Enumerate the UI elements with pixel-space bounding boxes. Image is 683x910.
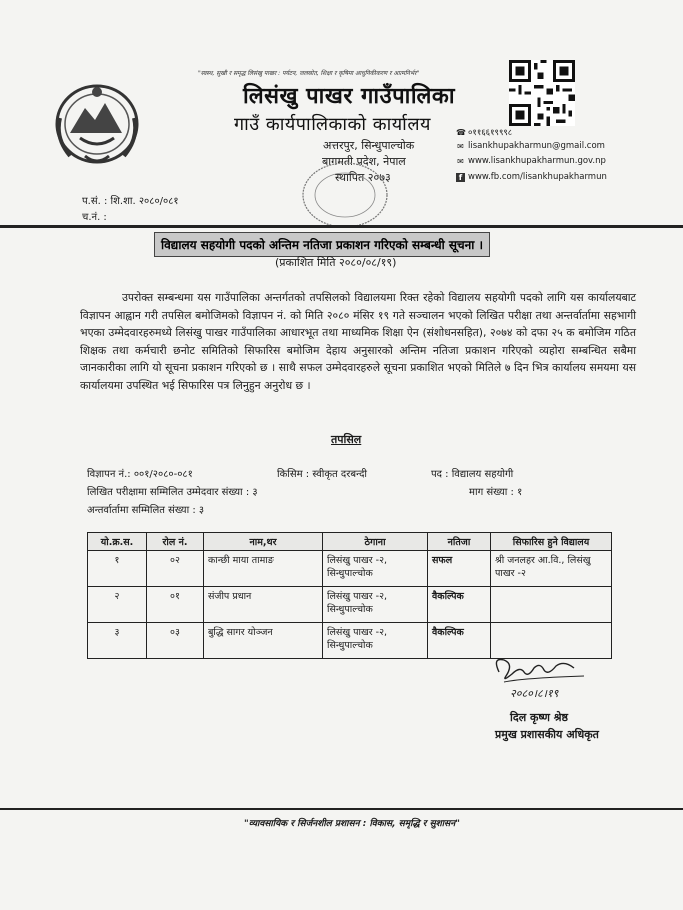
qr-code-icon[interactable] [509, 60, 575, 126]
address-line-2: बागमती प्रदेश, नेपाल [322, 155, 406, 168]
notice-body: उपरोक्त सम्बन्धमा यस गाउँपालिका अन्तर्गतको तपसिलको विद्यालयमा रिक्त रहेको विद्यालय सहयोगी पदको लागि यस कार्यालयबाट विज्ञापन आह्वान गरी तपसिल बमोजिमको विज्ञापन नं. को मिति २०८० मंसिर १९ गते सञ्चालन भएको लिखित परीक्षा तथा अन्तर्वार्तामा सहभागी भएका उम्मेदवारहरुमध्ये लिसंखु पाखर गाउँपालिका आधारभूत तथा माध्यमिक शिक्षा ऐन (संशोधनसहित), २०७४ को दफा २५ क बमोजिम गठित शिक्षक तथा कर्मचारी छनोट समितिको सिफारिस बमोजिम देहाय अनुसारको अन्तिम नतिजा प्रकाशन गरिएको व्यहोरा सम्बन्धित सबैमा जानकारीका लागि यो सूचना प्रकाशन गरिएको छ । साथै सफल उम्मेदवारहरुले सूचना प्रकाशित भएको मितिले ७ दिन भित्र कार्यालय समयमा यस कार्यालयमा उपस्थित भई सिफारिस पत्र लिनुहुन अनुरोध छ । [80, 291, 636, 392]
facebook-link[interactable]: www.fb.com/lisankhupakharmun [468, 172, 607, 182]
signer-name: दिल कृष्ण श्रेष्ठ [510, 711, 569, 724]
footer-motto: "व्यावसायिक र सिर्जनशील प्रशासन : विकास, समृद्धि र सुशासन" [244, 819, 460, 829]
established-year: स्थापित २०७३ [335, 171, 391, 184]
cell-address: लिसंखु पाखर -२, सिन्धुपाल्चोक [323, 623, 428, 659]
written-exam-count: लिखित परीक्षामा सम्मिलित उम्मेदवार संख्या : ३ [87, 487, 258, 498]
office-name: गाउँ कार्यपालिकाको कार्यालय [234, 114, 431, 135]
cell-sn: १ [88, 551, 147, 587]
post-type: किसिम : स्वीकृत दरबन्दी [277, 469, 368, 480]
cell-roll: ०३ [147, 623, 204, 659]
col-header-sn: यो.क्र.स. [88, 533, 147, 551]
col-header-roll: रोल नं. [147, 533, 204, 551]
website-link[interactable]: www.lisankhupakharmun.gov.np [468, 156, 606, 166]
contact-website[interactable] [456, 156, 606, 166]
cell-roll: ०१ [147, 587, 204, 623]
col-header-school: सिफारिस हुने विद्यालय [491, 533, 612, 551]
email-icon: ✉ [457, 141, 464, 151]
col-header-name: नाम,थर [204, 533, 323, 551]
published-date: (प्रकाशित मिति २०८०/०८/१९) [275, 256, 397, 269]
table-header-row [88, 533, 612, 551]
signature-date: २०८०।८।१९ [510, 687, 559, 700]
cell-result: वैकल्पिक [428, 587, 491, 623]
cell-name: संजीप प्रधान [204, 587, 323, 623]
post-name: पद : विद्यालय सहयोगी [431, 469, 514, 480]
col-header-address: ठेगाना [323, 533, 428, 551]
web-icon: ✉ [457, 156, 464, 166]
table-row [88, 551, 612, 587]
office-stamp-icon [300, 160, 390, 230]
footer-divider [0, 808, 683, 810]
cell-sn: ३ [88, 623, 147, 659]
cell-name: बुद्धि सागर योञ्जन [204, 623, 323, 659]
ad-number: विज्ञापन नं.: ००१/२०८०-०८१ [87, 469, 193, 480]
cell-name: कान्छी माया तामाङ [204, 551, 323, 587]
letter-number: प.सं. : शि.शा. २०८०/०८१ [82, 196, 179, 207]
cell-sn: २ [88, 587, 147, 623]
nepal-emblem-icon [50, 78, 145, 168]
demand-count: माग संख्या : १ [469, 487, 523, 498]
cell-school [491, 587, 612, 623]
cell-result: वैकल्पिक [428, 623, 491, 659]
phone-icon: ☎ [456, 128, 466, 137]
table-row [88, 587, 612, 623]
municipality-name: लिसंखु पाखर गाउँपालिका [243, 84, 456, 109]
cell-school: श्री जनलहर आ.वि., लिसंखु पाखर -२ [491, 551, 612, 587]
header-motto: "स्वस्थ, सुखी र समृद्ध लिसंखु पाखर : पर्यटन, जलस्रोत, शिक्षा र कृषिमा आधुनिकीकरण र आत्मनिर्भर" [198, 70, 420, 77]
dispatch-number: च.नं. : [82, 212, 107, 223]
section-title: तपसिल [331, 433, 362, 446]
interview-count: अन्तर्वार्तामा सम्मिलित संख्या : ३ [87, 505, 205, 516]
header-divider [0, 225, 683, 228]
notice-title: विद्यालय सहयोगी पदको अन्तिम नतिजा प्रकाशन गरिएको सम्बन्धी सूचना । [154, 232, 490, 257]
cell-result: सफल [428, 551, 491, 587]
contact-phone [456, 127, 512, 138]
cell-address: लिसंखु पाखर -२, सिन्धुपाल्चोक [323, 551, 428, 587]
col-header-result: नतिजा [428, 533, 491, 551]
signer-title: प्रमुख प्रशासकीय अधिकृत [495, 728, 599, 741]
email-address[interactable]: lisankhupakharmun@gmail.com [468, 141, 605, 151]
cell-roll: ०२ [147, 551, 204, 587]
contact-facebook[interactable] [456, 172, 607, 182]
contact-email[interactable] [456, 141, 605, 151]
facebook-icon: f [456, 173, 465, 182]
results-table [87, 532, 612, 659]
phone-number: ०११६६१९९९८ [468, 128, 513, 138]
cell-address: लिसंखु पाखर -२, सिन्धुपाल्चोक [323, 587, 428, 623]
address-line-1: अत्तरपुर, सिन्धुपाल्चोक [323, 139, 415, 152]
